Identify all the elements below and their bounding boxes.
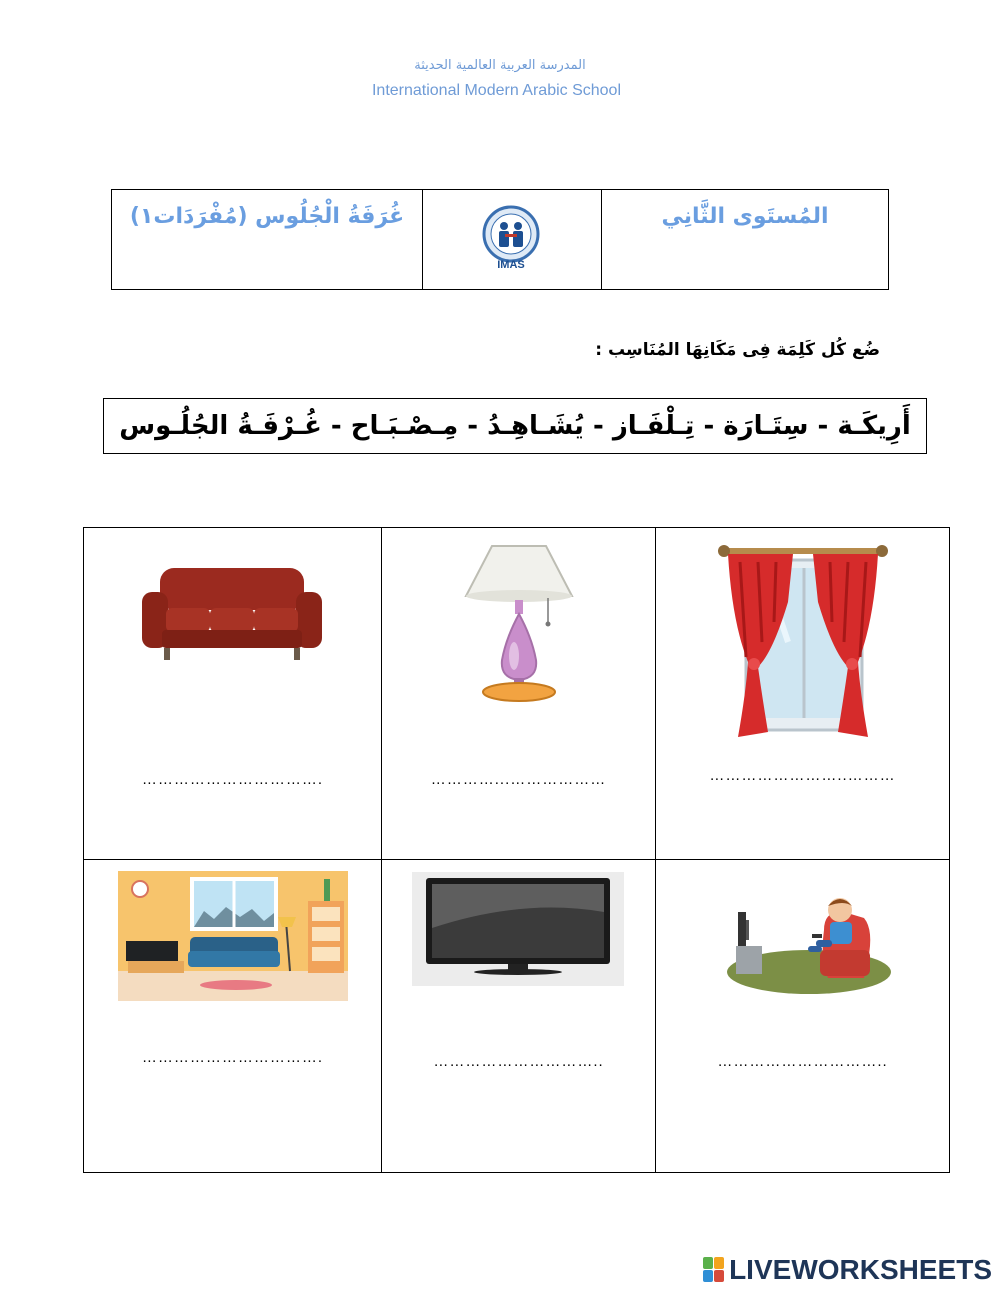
school-name-english: International Modern Arabic School [371,82,622,99]
grid-cell-curtain [656,528,949,859]
answer-blank[interactable]: …………...……………… [430,771,607,788]
instruction-text: ضُع كُل كَلِمَة فِى مَكَانِهَا المُنَاسِب : [595,340,880,360]
school-logo [471,204,551,274]
school-name-arabic: المدرسة العربية العالمية الحديثة [414,58,586,73]
answer-blank[interactable]: ………………………….. [433,1053,604,1070]
brand-name: LIVEWORKSHEETS [729,1254,992,1285]
word-bank: أَرِيكَـة - سِتَـارَة - تِـلْفَـاز - يُشَـاهِـدُ - مِـصْـبَـاح - غُـرْفَـةُ الجُلُـوس [103,398,927,454]
level-title: المُستَوى الثَّانِي [661,204,829,229]
boy-watching-tv-icon [724,890,894,1000]
television-icon [412,872,624,986]
title-table [111,189,889,290]
answer-blank[interactable]: ……………………………. [141,1049,324,1066]
curtain-window-icon [718,542,888,742]
logo-cell [423,190,602,289]
topic-cell [112,190,423,289]
logo-text: IMAS [497,259,525,271]
sofa-icon [142,564,322,664]
grid-cell-sofa [84,528,381,859]
picture-grid [83,527,950,1173]
liveworksheets-logo [703,1254,992,1286]
level-cell [602,190,888,289]
grid-cell-television [382,860,655,1172]
grid-cell-boy-watching-tv [656,860,949,1172]
answer-blank[interactable]: ……………………………. [141,771,324,788]
answer-blank[interactable]: ……………………..……… [709,767,896,784]
liveworksheets-badge-icon [703,1257,725,1283]
grid-cell-living-room [84,860,381,1172]
lamp-icon [454,538,584,708]
answer-blank[interactable]: ………………………….. [717,1053,888,1070]
topic-title: غُرَفَةُ الْجُلُوس (مُفْرَدَات١) [129,204,405,229]
grid-cell-lamp [382,528,655,859]
living-room-icon [118,871,348,1001]
